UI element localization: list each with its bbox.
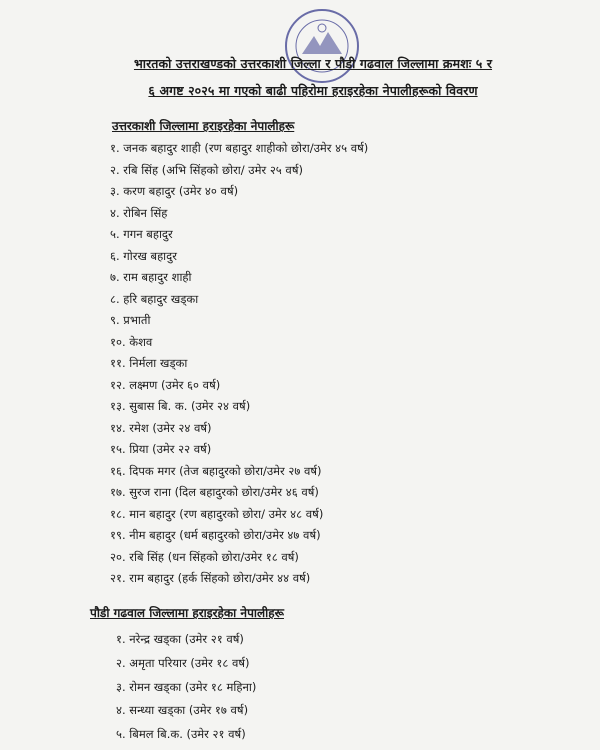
list-item: २. अमृता परियार (उमेर १८ वर्ष) [116,655,250,670]
missing-list-uttarkashi [110,138,368,590]
list-item: ५. बिमल बि.क. (उमेर २१ वर्ष) [116,727,246,742]
list-item: ७. राम बहादुर शाही [110,270,192,284]
list-item: १६. दिपक मगर (तेज बहादुरको छोरा/उमेर २७ वर्ष) [110,463,322,478]
list-item: १७. सुरज राना (दिल बहादुरको छोरा/उमेर ४६ वर्ष) [110,485,319,499]
list-item: १५. प्रिया (उमेर २२ वर्ष) [110,442,212,456]
list-item: १३. सुबास बि. क. (उमेर २४ वर्ष) [110,399,251,413]
missing-list-pauri-garhwal [116,628,256,747]
list-item: १२. लक्ष्मण (उमेर ६० वर्ष) [110,377,221,392]
list-item: १. नरेन्द्र खड्का (उमेर २१ वर्ष) [116,632,244,646]
list-item: ४. सन्ध्या खड्का (उमेर १७ वर्ष) [116,703,249,718]
list-item: ११. निर्मला खड्का [110,356,188,370]
list-item: २. रबि सिंह (अभि सिंहको छोरा/ उमेर २५ वर्ष) [110,162,303,177]
list-item: १८. मान बहादुर (रण बहादुरको छोरा/ उमेर ४८ वर्ष) [110,506,324,521]
list-item: ४. रोबिन सिंह [110,205,168,220]
list-item: २१. राम बहादुर (हर्क सिंहको छोरा/उमेर ४४ वर्ष) [110,571,311,585]
title-line-1: भारतको उत्तराखण्डको उत्तरकाशी जिल्ला र पौडी गढवाल जिल्लामा क्रमशः ५ र [133,56,493,71]
list-item: ३. करण बहादुर (उमेर ४० वर्ष) [110,184,239,198]
list-item: १. जनक बहादुर शाही (रण बहादुर शाहीको छोरा/उमेर ४५ वर्ष) [110,141,369,155]
list-item: १९. नीम बहादुर (धर्म बहादुरको छोरा/उमेर ४७ वर्ष) [110,528,321,542]
document-title [98,50,528,104]
title-line-2: ६ अगष्ट २०२५ मा गएको बाढी पहिरोमा हराइरहेका नेपालीहरूको विवरण [148,83,478,98]
list-item: ८. हरि बहादुर खड्का [110,291,199,306]
section-heading-uttarkashi: उत्तरकाशी जिल्लामा हराइरहेका नेपालीहरू [112,119,295,133]
list-item: २०. रबि सिंह (धन सिंहको छोरा/उमेर १८ वर्ष) [110,549,299,564]
list-item: ५. गगन बहादुर [110,227,173,241]
list-item: १०. केशव [110,334,153,349]
list-item: ३. रोमन खड्का (उमेर १८ महिना) [116,679,257,694]
list-item: ९. प्रभाती [110,313,151,327]
list-item: १४. रमेश (उमेर २४ वर्ष) [110,420,212,435]
section-heading-pauri-garhwal: पौडी गढवाल जिल्लामा हराइरहेका नेपालीहरू [90,606,284,620]
list-item: ६. गोरख बहादुर [110,248,177,263]
